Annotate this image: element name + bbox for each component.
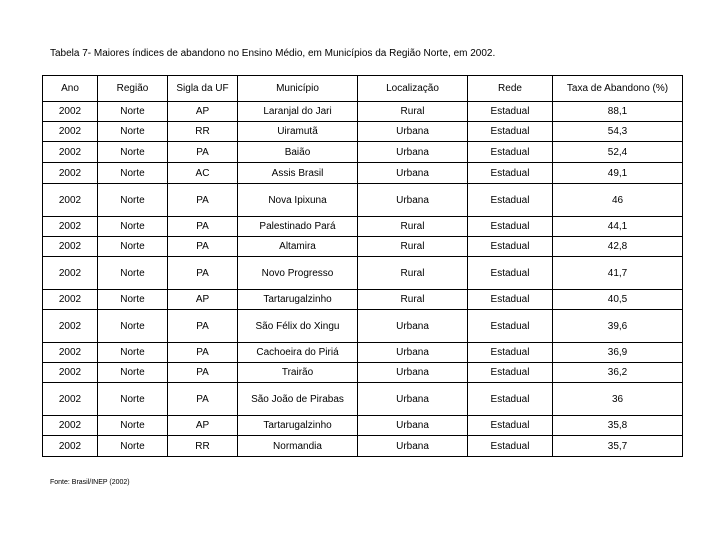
cell-localizacao: Rural — [358, 217, 468, 237]
header-taxa-abandono: Taxa de Abandono (%) — [553, 76, 683, 102]
cell-rede: Estadual — [468, 122, 553, 142]
table-row — [43, 416, 683, 436]
cell-rede: Estadual — [468, 102, 553, 122]
cell-rede: Estadual — [468, 237, 553, 257]
cell-sigla-uf: AP — [168, 102, 238, 122]
cell-municipio: Tartarugalzinho — [238, 416, 358, 436]
table-row — [43, 363, 683, 383]
cell-sigla-uf: PA — [168, 363, 238, 383]
cell-rede: Estadual — [468, 383, 553, 416]
cell-sigla-uf: PA — [168, 257, 238, 290]
cell-ano: 2002 — [43, 343, 98, 363]
cell-municipio: Normandia — [238, 436, 358, 457]
cell-ano: 2002 — [43, 416, 98, 436]
cell-rede: Estadual — [468, 343, 553, 363]
cell-regiao: Norte — [98, 416, 168, 436]
cell-ano: 2002 — [43, 310, 98, 343]
cell-taxa-abandono: 41,7 — [553, 257, 683, 290]
cell-taxa-abandono: 44,1 — [553, 217, 683, 237]
cell-taxa-abandono: 40,5 — [553, 290, 683, 310]
cell-taxa-abandono: 36 — [553, 383, 683, 416]
cell-regiao: Norte — [98, 217, 168, 237]
cell-sigla-uf: PA — [168, 237, 238, 257]
table-row — [43, 290, 683, 310]
cell-municipio: Novo Progresso — [238, 257, 358, 290]
cell-ano: 2002 — [43, 436, 98, 457]
cell-taxa-abandono: 54,3 — [553, 122, 683, 142]
cell-rede: Estadual — [468, 257, 553, 290]
cell-municipio: São João de Pirabas — [238, 383, 358, 416]
cell-regiao: Norte — [98, 184, 168, 217]
table-row — [43, 102, 683, 122]
cell-localizacao: Urbana — [358, 310, 468, 343]
cell-regiao: Norte — [98, 102, 168, 122]
cell-ano: 2002 — [43, 184, 98, 217]
cell-municipio: Assis Brasil — [238, 163, 358, 184]
cell-localizacao: Urbana — [358, 163, 468, 184]
cell-regiao: Norte — [98, 343, 168, 363]
cell-taxa-abandono: 39,6 — [553, 310, 683, 343]
cell-ano: 2002 — [43, 163, 98, 184]
table-row — [43, 163, 683, 184]
cell-sigla-uf: PA — [168, 310, 238, 343]
cell-ano: 2002 — [43, 383, 98, 416]
cell-localizacao: Urbana — [358, 383, 468, 416]
cell-localizacao: Urbana — [358, 343, 468, 363]
cell-rede: Estadual — [468, 436, 553, 457]
table-caption: Tabela 7- Maiores índices de abandono no Ensino Médio, em Municípios da Região Norte, em 2002. — [50, 48, 496, 59]
cell-sigla-uf: RR — [168, 436, 238, 457]
cell-sigla-uf: PA — [168, 184, 238, 217]
cell-regiao: Norte — [98, 363, 168, 383]
table-row — [43, 310, 683, 343]
cell-taxa-abandono: 36,2 — [553, 363, 683, 383]
cell-taxa-abandono: 35,7 — [553, 436, 683, 457]
cell-municipio: Tartarugalzinho — [238, 290, 358, 310]
header-sigla-uf: Sigla da UF — [168, 76, 238, 102]
cell-rede: Estadual — [468, 363, 553, 383]
cell-localizacao: Urbana — [358, 122, 468, 142]
cell-sigla-uf: PA — [168, 343, 238, 363]
source-note: Fonte: Brasil/INEP (2002) — [50, 479, 130, 486]
table-row — [43, 257, 683, 290]
cell-localizacao: Urbana — [358, 184, 468, 217]
header-rede: Rede — [468, 76, 553, 102]
header-ano: Ano — [43, 76, 98, 102]
cell-municipio: Nova Ipixuna — [238, 184, 358, 217]
cell-taxa-abandono: 42,8 — [553, 237, 683, 257]
cell-taxa-abandono: 49,1 — [553, 163, 683, 184]
cell-localizacao: Urbana — [358, 363, 468, 383]
cell-ano: 2002 — [43, 142, 98, 163]
cell-municipio: São Félix do Xingu — [238, 310, 358, 343]
cell-rede: Estadual — [468, 142, 553, 163]
cell-municipio: Palestinado Pará — [238, 217, 358, 237]
cell-taxa-abandono: 46 — [553, 184, 683, 217]
header-municipio: Município — [238, 76, 358, 102]
cell-sigla-uf: RR — [168, 122, 238, 142]
cell-rede: Estadual — [468, 290, 553, 310]
header-localizacao: Localização — [358, 76, 468, 102]
abandonment-table — [42, 75, 683, 457]
cell-taxa-abandono: 52,4 — [553, 142, 683, 163]
cell-sigla-uf: PA — [168, 217, 238, 237]
cell-localizacao: Urbana — [358, 416, 468, 436]
cell-localizacao: Rural — [358, 102, 468, 122]
cell-ano: 2002 — [43, 290, 98, 310]
cell-localizacao: Rural — [358, 237, 468, 257]
cell-rede: Estadual — [468, 416, 553, 436]
cell-ano: 2002 — [43, 122, 98, 142]
cell-localizacao: Rural — [358, 290, 468, 310]
cell-regiao: Norte — [98, 163, 168, 184]
cell-rede: Estadual — [468, 310, 553, 343]
cell-ano: 2002 — [43, 237, 98, 257]
cell-sigla-uf: AP — [168, 416, 238, 436]
cell-ano: 2002 — [43, 363, 98, 383]
cell-sigla-uf: PA — [168, 142, 238, 163]
cell-sigla-uf: AC — [168, 163, 238, 184]
cell-regiao: Norte — [98, 310, 168, 343]
table-row — [43, 343, 683, 363]
cell-municipio: Uiramutã — [238, 122, 358, 142]
table-row — [43, 184, 683, 217]
table-body — [43, 102, 683, 457]
cell-regiao: Norte — [98, 436, 168, 457]
cell-regiao: Norte — [98, 122, 168, 142]
cell-regiao: Norte — [98, 257, 168, 290]
cell-rede: Estadual — [468, 184, 553, 217]
table-row — [43, 142, 683, 163]
table-row — [43, 436, 683, 457]
cell-municipio: Cachoeira do Piriá — [238, 343, 358, 363]
table-row — [43, 237, 683, 257]
cell-regiao: Norte — [98, 290, 168, 310]
cell-municipio: Trairão — [238, 363, 358, 383]
cell-ano: 2002 — [43, 257, 98, 290]
cell-regiao: Norte — [98, 142, 168, 163]
cell-regiao: Norte — [98, 237, 168, 257]
table-row — [43, 122, 683, 142]
cell-ano: 2002 — [43, 102, 98, 122]
cell-localizacao: Rural — [358, 257, 468, 290]
cell-localizacao: Urbana — [358, 436, 468, 457]
cell-taxa-abandono: 35,8 — [553, 416, 683, 436]
cell-taxa-abandono: 36,9 — [553, 343, 683, 363]
cell-municipio: Altamira — [238, 237, 358, 257]
cell-municipio: Laranjal do Jari — [238, 102, 358, 122]
cell-rede: Estadual — [468, 163, 553, 184]
cell-sigla-uf: AP — [168, 290, 238, 310]
table-header-row — [43, 76, 683, 102]
table-row — [43, 383, 683, 416]
table-row — [43, 217, 683, 237]
cell-rede: Estadual — [468, 217, 553, 237]
cell-sigla-uf: PA — [168, 383, 238, 416]
cell-taxa-abandono: 88,1 — [553, 102, 683, 122]
header-regiao: Região — [98, 76, 168, 102]
cell-ano: 2002 — [43, 217, 98, 237]
cell-municipio: Baião — [238, 142, 358, 163]
cell-localizacao: Urbana — [358, 142, 468, 163]
cell-regiao: Norte — [98, 383, 168, 416]
